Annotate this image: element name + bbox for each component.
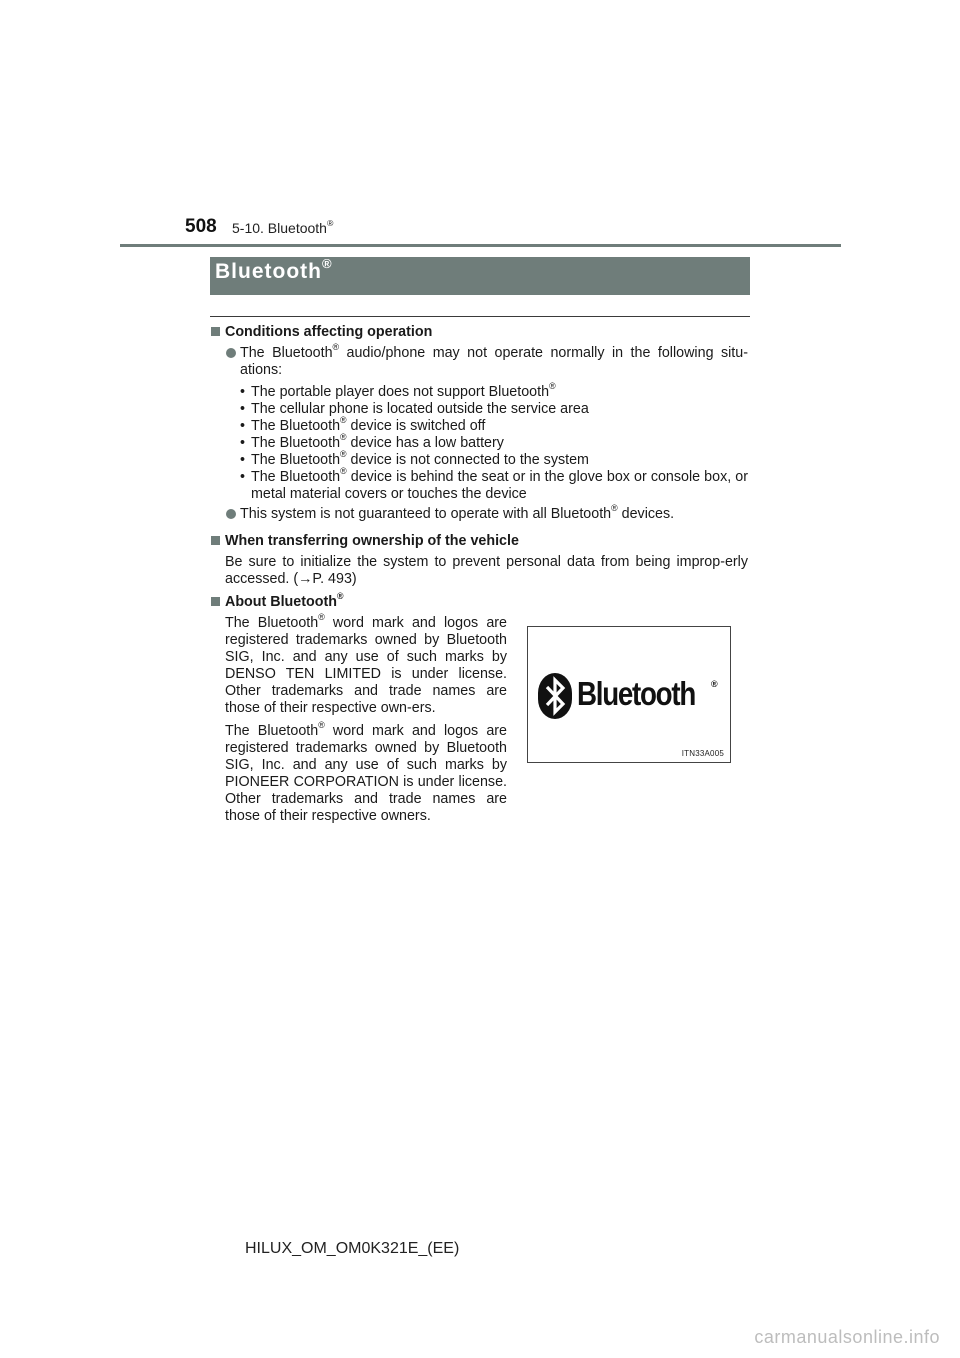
figure-code: ITN33A005 bbox=[681, 749, 724, 758]
wordmark-registered-symbol: ® bbox=[711, 679, 718, 689]
bluetooth-icon bbox=[538, 673, 572, 719]
page-title: Bluetooth® bbox=[210, 257, 750, 295]
list-item: The Bluetooth® audio/phone may not operate normally in the following situ-ations: bbox=[210, 345, 748, 379]
heading-conditions: Conditions affecting operation bbox=[210, 324, 748, 341]
about-text bbox=[210, 611, 507, 825]
circle-bullet-icon bbox=[226, 509, 236, 519]
circle-bullet-icon bbox=[226, 348, 236, 358]
heading-transfer: When transferring ownership of the vehicle bbox=[210, 533, 748, 550]
heading-about: About Bluetooth® bbox=[210, 594, 748, 611]
watermark: carmanualsonline.info bbox=[754, 1327, 940, 1347]
title-divider bbox=[210, 316, 750, 317]
square-bullet-icon bbox=[211, 327, 220, 336]
transfer-paragraph: Be sure to initialize the system to prevent personal data from being improp-erly accessed. (→P. 493) bbox=[225, 554, 748, 587]
list-item: • The Bluetooth® device is switched off bbox=[240, 414, 486, 434]
condition-bullets bbox=[210, 380, 748, 503]
list-item: This system is not guaranteed to operate with all Bluetooth® devices. bbox=[210, 506, 748, 523]
section-label: 5-10. Bluetooth® bbox=[232, 218, 334, 236]
page-reference-link[interactable]: P. 493 bbox=[312, 571, 352, 587]
bluetooth-logo-figure bbox=[527, 626, 731, 763]
list-item: • The Bluetooth® device is behind the seat or in the glove box or console box, or metal material covers or touches the device bbox=[240, 465, 748, 502]
square-bullet-icon bbox=[211, 536, 220, 545]
arrow-icon: → bbox=[298, 571, 313, 587]
header-divider bbox=[120, 244, 841, 247]
bluetooth-wordmark: Bluetooth bbox=[577, 675, 695, 712]
page-number: 508 bbox=[185, 216, 217, 237]
list-item: • The portable player does not support Bluetooth® bbox=[240, 380, 556, 400]
document-code: HILUX_OM_OM0K321E_(EE) bbox=[245, 1240, 460, 1257]
about-paragraph-pioneer: The Bluetooth® word mark and logos are registered trademarks owned by Bluetooth SIG, Inc. and any use of such marks by PIONEER CORPORATION is under license. Other trademarks and trade names are those of their respective owners. bbox=[225, 719, 507, 824]
list-item: • The Bluetooth® device is not connected to the system bbox=[240, 448, 589, 468]
list-item: • The cellular phone is located outside the service area bbox=[240, 401, 589, 417]
square-bullet-icon bbox=[211, 597, 220, 606]
about-paragraph-denso: The Bluetooth® word mark and logos are registered trademarks owned by Bluetooth SIG, Inc. and any use of such marks by DENSO TEN LIMITED is under license. Other trademarks and trade names are those of their respective own-ers. bbox=[225, 611, 507, 716]
list-item: • The Bluetooth® device has a low battery bbox=[240, 431, 504, 451]
